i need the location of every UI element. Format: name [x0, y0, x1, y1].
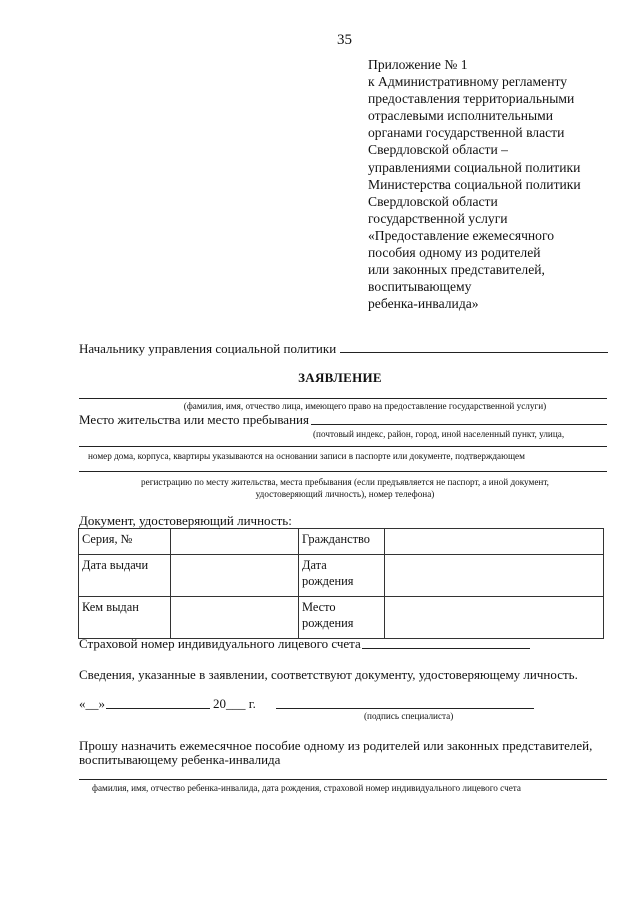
request-text-line1: Прошу назначить ежемесячное пособие одному из родителей или законных представителей,	[79, 738, 593, 753]
appendix-line: предоставления территориальными	[368, 91, 575, 107]
applicant-name-field[interactable]	[79, 398, 607, 399]
addressee-label: Начальнику управления социальной политики	[79, 341, 337, 356]
citizenship-label: Гражданство	[299, 529, 385, 555]
appendix-line: управлениями социальной политики	[368, 159, 581, 175]
child-info-field[interactable]	[79, 779, 607, 780]
applicant-caption: (фамилия, имя, отчество лица, имеющего право на предоставление государственной услуги)	[183, 401, 547, 411]
residence-field-2[interactable]	[79, 446, 607, 447]
birth-date-field[interactable]	[385, 555, 604, 597]
residence-caption-3: регистрацию по месту жительства, места пребывания (если предъявляется не паспорт, а иной документ,	[141, 477, 549, 487]
appendix-line: государственной услуги	[368, 210, 508, 226]
issued-by-field[interactable]	[171, 597, 299, 639]
series-label: Серия, №	[79, 529, 171, 555]
appendix-line: отраслевыми исполнительными	[368, 108, 554, 124]
birthplace-label-line: Место	[302, 600, 336, 614]
appendix-line: органами государственной власти	[368, 125, 565, 141]
residence-field[interactable]	[311, 424, 607, 425]
appendix-line: «Предоставление ежемесячного	[368, 227, 555, 243]
appendix-block	[368, 56, 630, 312]
residence-caption-2: номер дома, корпуса, квартиры указываются на основании записи в паспорте или документе, подтверждающем	[88, 451, 525, 461]
child-info-caption: фамилия, имя, отчество ребенка-инвалида, дата рождения, страховой номер индивидуального лицевого счета	[92, 783, 521, 793]
appendix-line: Министерства социальной политики	[368, 176, 581, 192]
snils-field[interactable]	[362, 648, 530, 649]
id-document-table	[78, 528, 604, 639]
document-title: ЗАЯВЛЕНИЕ	[298, 370, 382, 385]
birthplace-label	[299, 597, 385, 639]
residence-caption: (почтовый индекс, район, город, иной населенный пункт, улица,	[313, 429, 565, 439]
date-month-field[interactable]	[106, 708, 210, 709]
request-text-line2: воспитывающему ребенка-инвалида	[79, 752, 281, 767]
birthplace-label-line: рождения	[302, 616, 354, 630]
birth-date-label-line: Дата	[302, 558, 327, 572]
page-number: 35	[337, 32, 352, 48]
addressee-field[interactable]	[340, 352, 608, 353]
birthplace-field[interactable]	[385, 597, 604, 639]
issue-date-field[interactable]	[171, 555, 299, 597]
date-year-field[interactable]: 20___ г.	[213, 696, 256, 711]
issue-date-label: Дата выдачи	[79, 555, 171, 597]
signature-caption: (подпись специалиста)	[364, 711, 454, 721]
birth-date-label-line: рождения	[302, 574, 354, 588]
appendix-line: или законных представителей,	[368, 262, 545, 278]
residence-field-3[interactable]	[79, 471, 607, 472]
id-document-heading: Документ, удостоверяющий личность:	[79, 513, 292, 528]
appendix-line: Свердловской области	[368, 193, 498, 209]
appendix-line: воспитывающему	[368, 279, 472, 295]
appendix-line: Свердловской области –	[368, 142, 508, 158]
verification-text: Сведения, указанные в заявлении, соответствуют документу, удостоверяющему личность.	[79, 667, 578, 682]
snils-label: Страховой номер индивидуального лицевого счета	[79, 636, 361, 651]
series-field[interactable]	[171, 529, 299, 555]
appendix-line: к Административному регламенту	[368, 74, 568, 90]
residence-label: Место жительства или место пребывания	[79, 412, 309, 427]
appendix-line: Приложение № 1	[368, 57, 468, 72]
residence-caption-4: удостоверяющий личность), номер телефона)	[255, 489, 435, 499]
date-day-field[interactable]: «__»	[79, 696, 105, 711]
signature-field[interactable]	[276, 708, 534, 709]
appendix-line: ребенка-инвалида»	[368, 296, 479, 312]
birth-date-label	[299, 555, 385, 597]
appendix-line: пособия одному из родителей	[368, 245, 541, 261]
citizenship-field[interactable]	[385, 529, 604, 555]
issued-by-label: Кем выдан	[79, 597, 171, 639]
